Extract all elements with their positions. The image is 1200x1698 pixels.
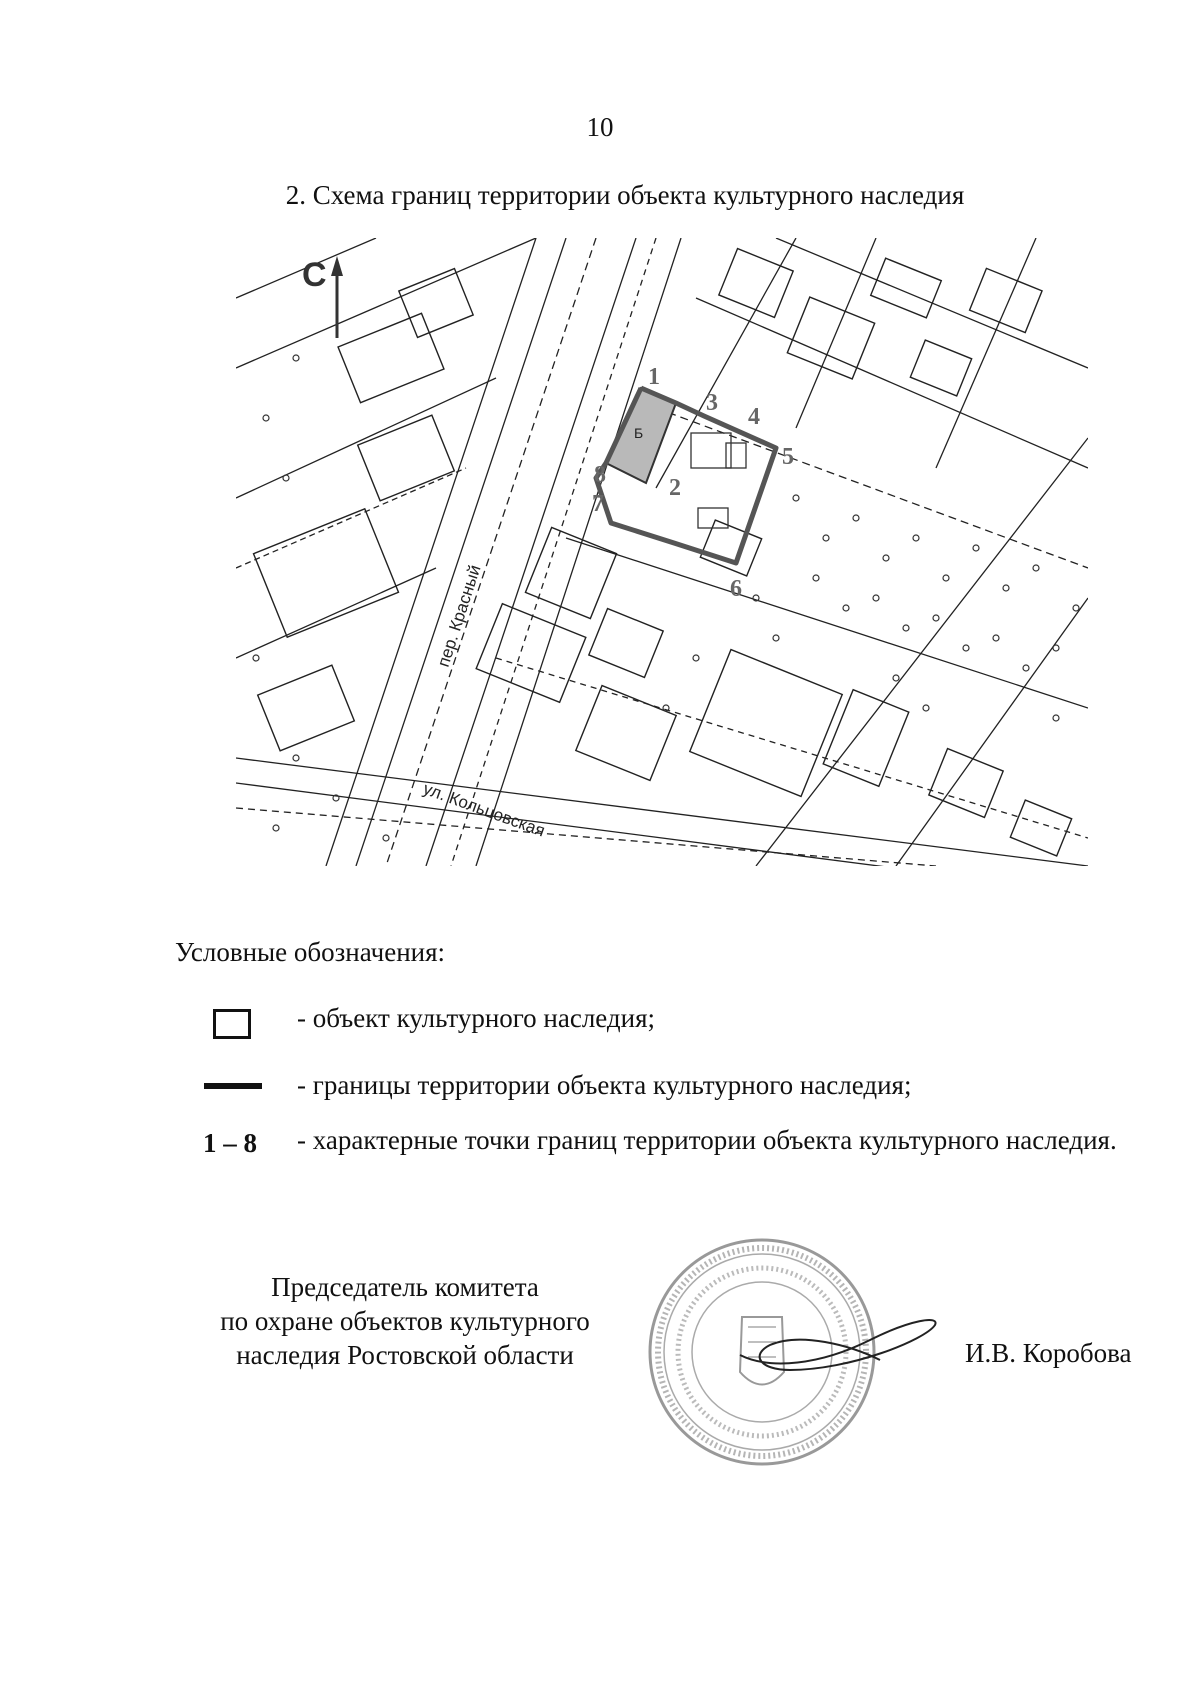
- thick-line-icon: [204, 1083, 262, 1089]
- building-label: Б: [634, 425, 644, 441]
- point-label-7: 7: [592, 491, 604, 517]
- cadastral-map: [236, 238, 1088, 866]
- map-buildings: [254, 249, 1072, 856]
- point-label-1: 1: [648, 364, 660, 390]
- legend-item-boundary-points: - характерные точки границ территории объекта культурного наследия.: [297, 1125, 1117, 1155]
- point-label-3: 3: [706, 390, 718, 416]
- north-label: С: [302, 256, 327, 294]
- signer-name: И.В. Коробова: [965, 1338, 1132, 1368]
- signatory-title-line-2: по охране объектов культурного: [220, 1306, 590, 1336]
- point-label-4: 4: [748, 404, 760, 430]
- point-label-6: 6: [730, 576, 742, 602]
- page-number: 10: [586, 112, 614, 142]
- legend-item-territory-boundary: - границы территории объекта культурного наследия;: [297, 1070, 912, 1100]
- legend-heading: Условные обозначения:: [175, 937, 446, 967]
- signatory-title-line-1: Председатель комитета: [271, 1272, 539, 1302]
- point-label-5: 5: [782, 444, 794, 470]
- point-label-2: 2: [669, 475, 681, 501]
- legend-point-range: 1 – 8: [203, 1128, 257, 1158]
- street-label-krasny: пер. Красный: [433, 562, 485, 670]
- scheme-title: 2. Схема границ территории объекта культурного наследия: [285, 180, 965, 210]
- signatory-title: [185, 1270, 625, 1372]
- point-label-8: 8: [594, 462, 606, 488]
- map-streets: [236, 238, 1088, 866]
- legend-item-heritage-object: - объект культурного наследия;: [297, 1003, 656, 1033]
- street-label-koltsovskaya: ул. Кольцовская: [420, 778, 548, 841]
- rectangle-outline-icon: [213, 1009, 251, 1039]
- handwritten-signature-icon: [730, 1300, 950, 1390]
- signatory-title-line-3: наследия Ростовской области: [236, 1340, 574, 1370]
